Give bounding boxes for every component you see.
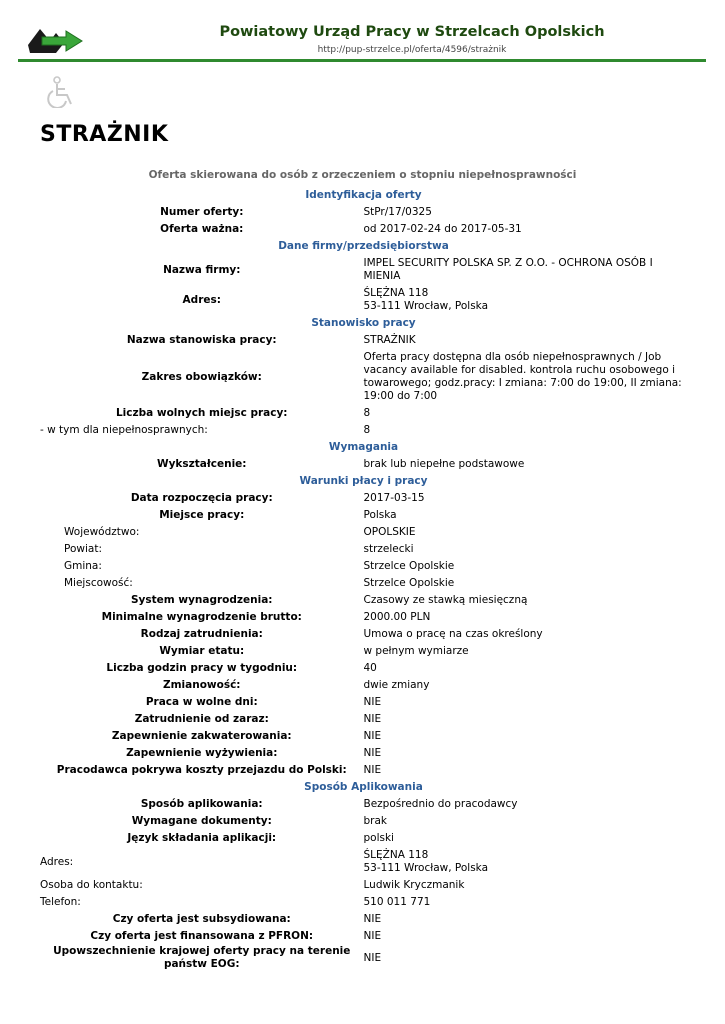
row-value: OPOLSKIE [363,526,416,538]
row-value: Strzelce Opolskie [363,577,455,589]
table-row [40,221,687,238]
row-label: Zapewnienie zakwaterowania: [111,730,292,742]
table-row [40,204,687,221]
table-row [40,541,687,558]
table-row [40,711,687,728]
row-value: 8 [363,407,371,419]
row-label: Zatrudnienie od zaraz: [134,713,269,725]
table-row [40,660,687,677]
table-row [40,558,687,575]
table-row [40,928,687,945]
row-value: Polska [363,509,397,521]
table-row [40,796,687,813]
row-label: Data rozpoczęcia pracy: [130,492,273,504]
table-row [40,813,687,830]
table-row [40,524,687,541]
row-value: brak [363,815,387,827]
row-value: od 2017-02-24 do 2017-05-31 [363,223,522,235]
table-row [40,694,687,711]
header-rule [18,59,706,62]
section-firma: Dane firmy/przedsiębiorstwa [278,240,449,252]
table-row [40,255,687,285]
row-label: Upowszechnienie krajowej oferty pracy na terenie państw EOG: [53,945,351,970]
row-label: Nazwa stanowiska pracy: [126,334,277,346]
page-url: http://pup-strzelce.pl/oferta/4596/strażnik [317,45,507,55]
table-row [40,877,687,894]
section-header [40,187,687,204]
table-row [40,609,687,626]
row-label: Liczba godzin pracy w tygodniu: [106,662,298,674]
row-label: Liczba wolnych miejsc pracy: [115,407,288,419]
row-label: System wynagrodzenia: [130,594,273,606]
row-label: Czy oferta jest finansowana z PFRON: [90,930,314,942]
table-row [40,643,687,660]
row-label: Osoba do kontaktu: [40,879,143,891]
row-label: Miejscowość: [64,577,133,589]
row-label: Zmianowość: [162,679,241,691]
address-line: ŚLĘŻNA 118 [363,849,429,861]
table-row [40,745,687,762]
row-label: Telefon: [40,896,81,908]
row-label: Rodzaj zatrudnienia: [140,628,263,640]
section-aplikowanie: Sposób Aplikowania [304,781,423,793]
table-row [40,830,687,847]
offer-details-table [40,187,687,971]
row-label: Adres: [40,855,74,868]
table-row [40,762,687,779]
row-value: NIE [363,730,382,742]
row-label: Powiat: [64,543,102,555]
row-value: Strzelce Opolskie [363,560,455,572]
row-value: polski [363,832,394,844]
row-value: NIE [363,696,382,708]
address-line: ŚLĘŻNA 118 [363,287,429,299]
table-row [40,490,687,507]
row-label: Wymagane dokumenty: [131,815,272,827]
wheelchair-icon [44,76,78,108]
row-value [364,285,688,315]
table-row [40,456,687,473]
row-value: 2000.00 PLN [363,611,431,623]
row-value: 40 [363,662,377,674]
row-label: Gmina: [64,560,102,572]
site-title: Powiatowy Urząd Pracy w Strzelcach Opolskich [219,24,605,40]
section-header [40,315,687,332]
row-value: Bezpośrednio do pracodawcy [363,798,518,810]
row-label: Adres: [182,293,221,306]
row-label: Język składania aplikacji: [127,832,277,844]
row-label: - w tym dla niepełnosprawnych: [40,424,208,436]
table-row [40,911,687,928]
row-label: Zakres obowiązków: [141,370,262,383]
row-value [364,847,688,877]
table-row [40,847,687,877]
table-row [40,405,687,422]
table-row [40,507,687,524]
table-row [40,626,687,643]
row-label: Miejsce pracy: [159,509,245,521]
row-value: strzelecki [363,543,414,555]
section-header [40,439,687,456]
table-row [40,575,687,592]
address-line: 53-111 Wrocław, Polska [363,862,489,874]
table-row [40,332,687,349]
row-value: STRAŻNIK [363,334,416,346]
table-row [40,592,687,609]
job-title: STRAŻNIK [40,122,169,147]
row-label: Sposób aplikowania: [140,798,263,810]
row-value: NIE [363,764,382,776]
row-value: NIE [363,951,382,964]
row-value: StPr/17/0325 [363,206,432,218]
section-stanowisko: Stanowisko pracy [311,317,416,329]
section-header [40,238,687,255]
section-header [40,779,687,796]
table-row [40,945,687,971]
table-row [40,285,687,315]
row-label: Czy oferta jest subsydiowana: [112,913,291,925]
section-identyfikacja: Identyfikacja oferty [305,189,422,201]
row-value: brak lub niepełne podstawowe [363,458,525,470]
row-label: Zapewnienie wyżywienia: [126,747,278,759]
address-line: 53-111 Wrocław, Polska [363,300,489,312]
table-row [40,728,687,745]
row-value: IMPEL SECURITY POLSKA SP. Z O.O. - OCHRONA OSÓB I MIENIA [363,257,653,282]
section-warunki: Warunki płacy i pracy [299,475,428,487]
row-value: dwie zmiany [363,679,430,691]
row-label: Wykształcenie: [156,458,247,470]
table-row [40,894,687,911]
row-label: Województwo: [64,526,140,538]
row-value: Ludwik Kryczmanik [363,879,465,891]
row-value: NIE [363,747,382,759]
page-header [18,20,706,64]
row-value: NIE [363,913,382,925]
row-label: Wymiar etatu: [159,645,245,657]
row-label: Oferta ważna: [160,223,244,235]
row-value: 2017-03-15 [363,492,425,504]
section-header [40,473,687,490]
row-label: Pracodawca pokrywa koszty przejazdu do Polski: [56,764,347,776]
row-value: Czasowy ze stawką miesięczną [363,594,528,606]
table-row [40,677,687,694]
table-row [40,349,687,405]
row-label: Nazwa firmy: [163,263,241,276]
section-wymagania: Wymagania [328,441,399,453]
row-value: NIE [363,930,382,942]
row-label: Minimalne wynagrodzenie brutto: [101,611,302,623]
table-row [40,422,687,439]
row-value: Oferta pracy dostępna dla osób niepełnosprawnych / Job vacancy available for disabled. kontrola ruchu osobowego i towarowego; godz.pracy: I zmiana: 7:00 do 19:00, II zmiana: 19:00 do 7:00 [363,351,682,402]
row-value: 510 011 771 [363,896,431,908]
row-label: Praca w wolne dni: [145,696,258,708]
row-value: NIE [363,713,382,725]
row-label: Numer oferty: [160,206,244,218]
row-value: 8 [363,424,371,436]
row-value: w pełnym wymiarze [363,645,469,657]
row-value: Umowa o pracę na czas określony [363,628,543,640]
disability-notice: Oferta skierowana do osób z orzeczeniem o stopniu niepełnosprawności [148,169,577,181]
